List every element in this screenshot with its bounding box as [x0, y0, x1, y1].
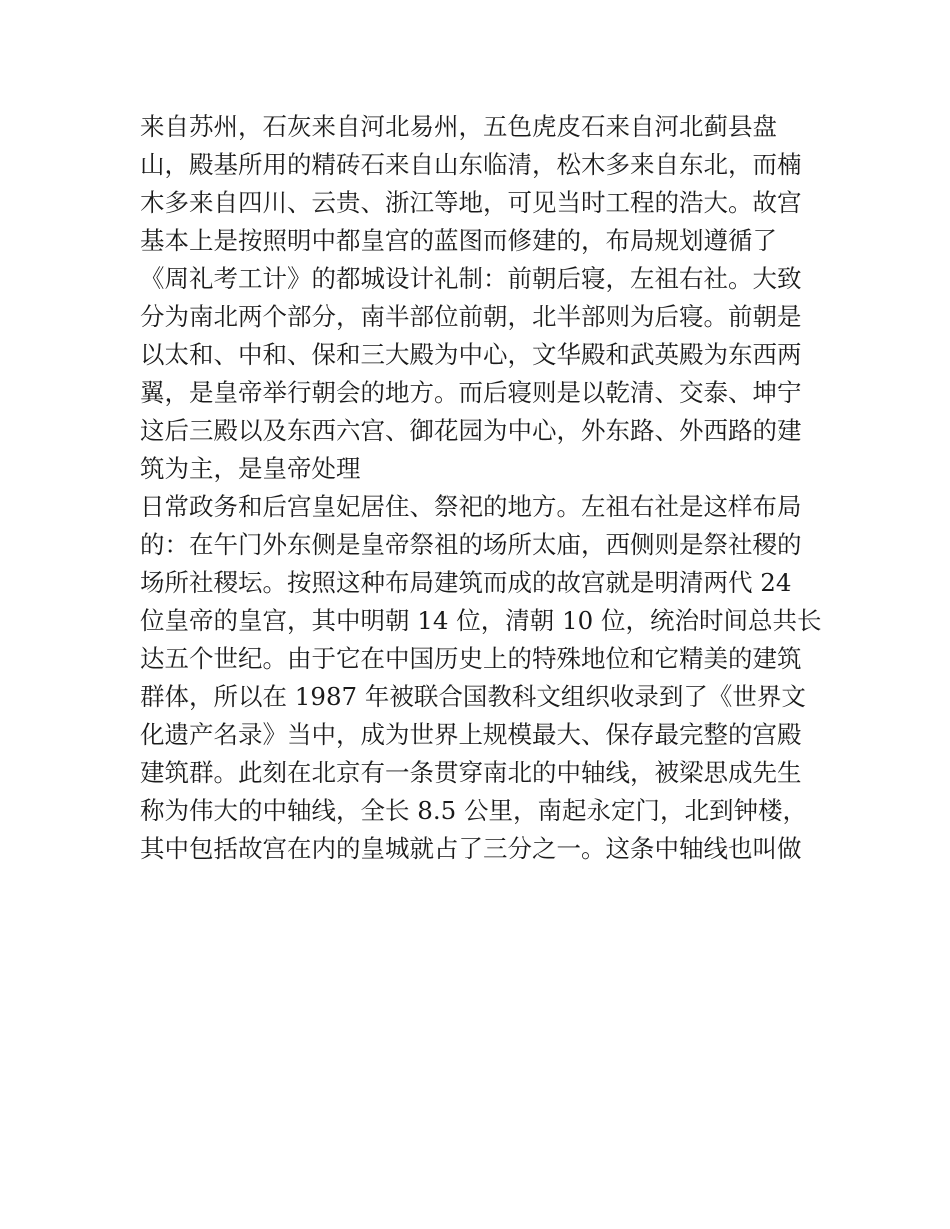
text-line-8: 翼，是皇帝举行朝会的地方。而后寝则是以乾清、交泰、坤宁: [140, 378, 802, 407]
text-line-2: 山，殿基所用的精砖石来自山东临清，松木多来自东北，而楠: [140, 150, 802, 179]
text-line-14: 位皇帝的皇宫，其中明朝 14 位，清朝 10 位，统治时间总共长: [140, 606, 822, 635]
text-line-5: 《周礼考工计》的都城设计礼制：前朝后寝，左祖右社。大致: [140, 264, 802, 293]
text-line-6: 分为南北两个部分，南半部位前朝，北半部则为后寝。前朝是: [140, 302, 802, 331]
text-line-9: 这后三殿以及东西六宫、御花园为中心，外东路、外西路的建: [140, 416, 802, 445]
text-line-13: 场所社稷坛。按照这种布局建筑而成的故宫就是明清两代 24: [140, 568, 792, 597]
body-text: [140, 108, 820, 868]
text-line-4: 基本上是按照明中都皇宫的蓝图而修建的，布局规划遵循了: [140, 226, 777, 255]
text-line-11: 日常政务和后宫皇妃居住、祭祀的地方。左祖右社是这样布局: [140, 492, 802, 521]
text-line-16: 群体，所以在 1987 年被联合国教科文组织收录到了《世界文: [140, 682, 806, 711]
text-line-1: 来自苏州，石灰来自河北易州，五色虎皮石来自河北蓟县盘: [140, 112, 777, 141]
text-line-19: 称为伟大的中轴线，全长 8.5 公里，南起永定门，北到钟楼，: [140, 796, 808, 825]
text-line-17: 化遗产名录》当中，成为世界上规模最大、保存最完整的宫殿: [140, 720, 802, 749]
text-line-3: 木多来自四川、云贵、浙江等地，可见当时工程的浩大。故宫: [140, 188, 802, 217]
text-line-20: 其中包括故宫在内的皇城就占了三分之一。这条中轴线也叫做: [140, 834, 802, 863]
text-line-15: 达五个世纪。由于它在中国历史上的特殊地位和它精美的建筑: [140, 644, 802, 673]
text-line-10: 筑为主，是皇帝处理: [140, 454, 361, 483]
text-line-7: 以太和、中和、保和三大殿为中心，文华殿和武英殿为东西两: [140, 340, 802, 369]
text-line-18: 建筑群。此刻在北京有一条贯穿南北的中轴线，被梁思成先生: [140, 758, 802, 787]
text-line-12: 的：在午门外东侧是皇帝祭祖的场所太庙，西侧则是祭社稷的: [140, 530, 802, 559]
